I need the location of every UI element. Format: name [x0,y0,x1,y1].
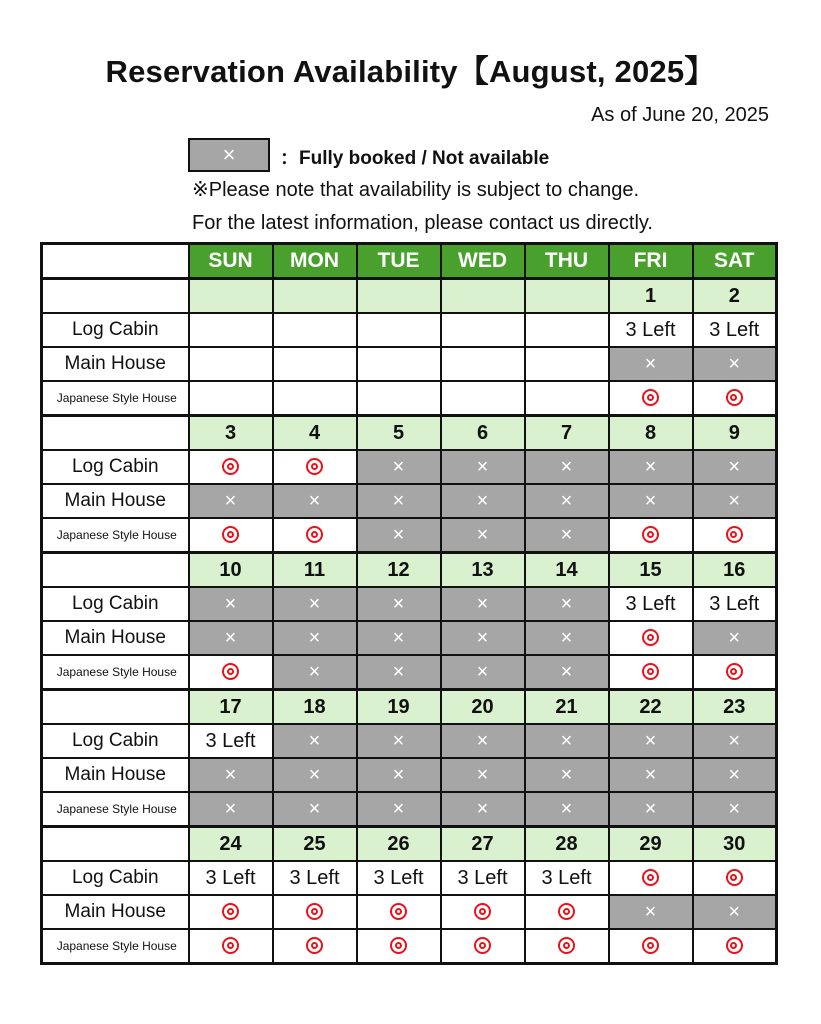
double-circle-icon [558,903,575,920]
fully-booked-cell: × [357,792,441,827]
date-cell: 19 [357,690,441,725]
date-cell: 13 [441,553,525,588]
available-cell [525,895,609,929]
date-cell: 7 [525,416,609,451]
few-left-cell: 3 Left [693,587,777,621]
room-row-main-house [42,347,777,381]
available-cell [189,655,273,690]
empty-cell [525,381,609,416]
date-row-label [42,416,189,451]
fully-booked-cell: × [441,792,525,827]
date-row [42,690,777,725]
available-cell [189,518,273,553]
date-cell: 14 [525,553,609,588]
available-cell [693,861,777,895]
weekday-sat: SAT [693,244,777,279]
date-cell [525,279,609,314]
fully-booked-cell: × [441,655,525,690]
double-circle-icon [306,937,323,954]
header-corner [42,244,189,279]
available-cell [693,518,777,553]
available-cell [609,861,693,895]
empty-cell [357,381,441,416]
room-type-label: Main House [42,621,189,655]
double-circle-icon [642,389,659,406]
fully-booked-cell: × [357,758,441,792]
date-cell: 16 [693,553,777,588]
fully-booked-cell: × [693,347,777,381]
date-cell [357,279,441,314]
legend-fully-booked-label: ：Fully booked / Not available [280,148,550,169]
double-circle-icon [474,903,491,920]
fully-booked-cell: × [189,587,273,621]
date-cell: 27 [441,827,525,862]
double-circle-icon [642,663,659,680]
available-cell [189,895,273,929]
date-cell: 25 [273,827,357,862]
fully-booked-cell: × [273,484,357,518]
room-row-japanese-style-house [42,929,777,964]
fully-booked-cell: × [525,792,609,827]
double-circle-icon [306,458,323,475]
fully-booked-cell: × [189,621,273,655]
calendar-body [42,244,777,964]
double-circle-icon [642,629,659,646]
fully-booked-cell: × [441,724,525,758]
fully-booked-cell: × [273,655,357,690]
fully-booked-cell: × [441,484,525,518]
room-type-label: Log Cabin [42,313,189,347]
double-circle-icon [642,526,659,543]
fully-booked-cell: × [357,518,441,553]
available-cell [609,381,693,416]
weekday-header-row [42,244,777,279]
date-cell: 11 [273,553,357,588]
empty-cell [441,381,525,416]
fully-booked-cell: × [357,450,441,484]
date-cell: 26 [357,827,441,862]
room-type-label: Japanese Style House [42,381,189,416]
available-cell [693,655,777,690]
double-circle-icon [222,458,239,475]
room-type-label: Japanese Style House [42,792,189,827]
few-left-cell: 3 Left [609,587,693,621]
empty-cell [273,347,357,381]
availability-calendar [40,242,778,965]
available-cell [273,895,357,929]
room-type-label: Japanese Style House [42,655,189,690]
room-row-japanese-style-house [42,792,777,827]
room-row-main-house [42,621,777,655]
empty-cell [189,381,273,416]
room-type-label: Main House [42,484,189,518]
available-cell [357,929,441,964]
date-cell: 6 [441,416,525,451]
available-cell [525,929,609,964]
available-cell [273,929,357,964]
date-cell: 9 [693,416,777,451]
double-circle-icon [726,389,743,406]
fully-booked-cell: × [441,518,525,553]
date-row-label [42,279,189,314]
empty-cell [525,347,609,381]
room-row-main-house [42,484,777,518]
date-row-label [42,690,189,725]
available-cell [609,518,693,553]
date-cell: 21 [525,690,609,725]
double-circle-icon [726,937,743,954]
fully-booked-cell: × [525,758,609,792]
empty-cell [357,313,441,347]
empty-cell [273,381,357,416]
date-cell: 12 [357,553,441,588]
weekday-mon: MON [273,244,357,279]
fully-booked-cell: × [525,655,609,690]
empty-cell [441,313,525,347]
available-cell [693,381,777,416]
fully-booked-cell: × [525,587,609,621]
date-cell: 17 [189,690,273,725]
fully-booked-cell: × [525,621,609,655]
date-cell: 22 [609,690,693,725]
double-circle-icon [726,663,743,680]
few-left-cell: 3 Left [273,861,357,895]
date-cell: 8 [609,416,693,451]
fully-booked-cell: × [273,758,357,792]
fully-booked-cell: × [273,587,357,621]
fully-booked-cell: × [609,347,693,381]
fully-booked-cell: × [609,484,693,518]
double-circle-icon [390,903,407,920]
few-left-cell: 3 Left [693,313,777,347]
date-row [42,416,777,451]
fully-booked-cell: × [609,792,693,827]
fully-booked-cell: × [525,450,609,484]
page-title: Reservation Availability【August, 2025】 [105,54,716,89]
room-type-label: Log Cabin [42,861,189,895]
room-type-label: Main House [42,895,189,929]
date-cell [441,279,525,314]
fully-booked-cell: × [273,621,357,655]
date-cell: 5 [357,416,441,451]
fully-booked-cell: × [693,450,777,484]
room-row-japanese-style-house [42,655,777,690]
empty-cell [273,313,357,347]
room-type-label: Main House [42,758,189,792]
fully-booked-cell: × [357,484,441,518]
available-cell [693,929,777,964]
fully-booked-cell: × [693,895,777,929]
fully-booked-cell: × [441,621,525,655]
room-type-label: Log Cabin [42,724,189,758]
date-cell: 24 [189,827,273,862]
fully-booked-cell: × [693,484,777,518]
room-row-log-cabin [42,861,777,895]
date-cell: 18 [273,690,357,725]
double-circle-icon [222,526,239,543]
weekday-wed: WED [441,244,525,279]
fully-booked-cell: × [609,895,693,929]
fully-booked-cell: × [609,758,693,792]
fully-booked-cell: × [357,655,441,690]
date-cell: 23 [693,690,777,725]
fully-booked-cell: × [273,792,357,827]
fully-booked-cell: × [357,587,441,621]
empty-cell [357,347,441,381]
available-cell [189,450,273,484]
empty-cell [441,347,525,381]
date-cell: 15 [609,553,693,588]
available-cell [441,929,525,964]
room-row-japanese-style-house [42,518,777,553]
date-cell: 30 [693,827,777,862]
room-row-log-cabin [42,313,777,347]
available-cell [609,655,693,690]
date-row-label [42,827,189,862]
few-left-cell: 3 Left [189,861,273,895]
empty-cell [525,313,609,347]
fully-booked-cell: × [189,758,273,792]
room-row-log-cabin [42,450,777,484]
double-circle-icon [306,903,323,920]
room-type-label: Log Cabin [42,450,189,484]
date-cell: 3 [189,416,273,451]
available-cell [273,518,357,553]
date-cell: 20 [441,690,525,725]
date-cell: 28 [525,827,609,862]
fully-booked-cell: × [609,724,693,758]
room-type-label: Log Cabin [42,587,189,621]
contact-note: For the latest information, please contact us directly. [192,212,653,234]
empty-cell [189,313,273,347]
room-row-main-house [42,758,777,792]
date-cell: 10 [189,553,273,588]
double-circle-icon [222,663,239,680]
weekday-sun: SUN [189,244,273,279]
few-left-cell: 3 Left [189,724,273,758]
double-circle-icon [642,937,659,954]
room-type-label: Japanese Style House [42,929,189,964]
fully-booked-cell: × [441,587,525,621]
few-left-cell: 3 Left [525,861,609,895]
available-cell [609,929,693,964]
double-circle-icon [222,937,239,954]
legend-fully-booked-swatch: × [188,138,270,172]
fully-booked-cell: × [525,724,609,758]
room-type-label: Japanese Style House [42,518,189,553]
double-circle-icon [726,869,743,886]
available-cell [357,895,441,929]
date-row-label [42,553,189,588]
fully-booked-cell: × [273,724,357,758]
date-row [42,279,777,314]
fully-booked-cell: × [441,450,525,484]
few-left-cell: 3 Left [441,861,525,895]
double-circle-icon [222,903,239,920]
double-circle-icon [642,869,659,886]
double-circle-icon [390,937,407,954]
date-row [42,553,777,588]
available-cell [273,450,357,484]
fully-booked-cell: × [357,621,441,655]
weekday-thu: THU [525,244,609,279]
fully-booked-cell: × [189,484,273,518]
date-cell [189,279,273,314]
room-row-log-cabin [42,587,777,621]
double-circle-icon [558,937,575,954]
weekday-fri: FRI [609,244,693,279]
double-circle-icon [306,526,323,543]
few-left-cell: 3 Left [357,861,441,895]
fully-booked-cell: × [525,518,609,553]
weekday-tue: TUE [357,244,441,279]
double-circle-icon [726,526,743,543]
fully-booked-cell: × [357,724,441,758]
date-cell: 1 [609,279,693,314]
fully-booked-cell: × [609,450,693,484]
fully-booked-cell: × [189,792,273,827]
date-cell: 4 [273,416,357,451]
fully-booked-cell: × [693,792,777,827]
double-circle-icon [474,937,491,954]
as-of-date: As of June 20, 2025 [591,104,769,126]
fully-booked-cell: × [693,724,777,758]
fully-booked-cell: × [693,758,777,792]
fully-booked-cell: × [693,621,777,655]
availability-note: ※Please note that availability is subject to change. [192,179,640,201]
few-left-cell: 3 Left [609,313,693,347]
available-cell [441,895,525,929]
fully-booked-cell: × [441,758,525,792]
room-row-japanese-style-house [42,381,777,416]
date-row [42,827,777,862]
date-cell [273,279,357,314]
fully-booked-cell: × [525,484,609,518]
room-row-main-house [42,895,777,929]
date-cell: 2 [693,279,777,314]
available-cell [609,621,693,655]
room-row-log-cabin [42,724,777,758]
empty-cell [189,347,273,381]
room-type-label: Main House [42,347,189,381]
date-cell: 29 [609,827,693,862]
available-cell [189,929,273,964]
